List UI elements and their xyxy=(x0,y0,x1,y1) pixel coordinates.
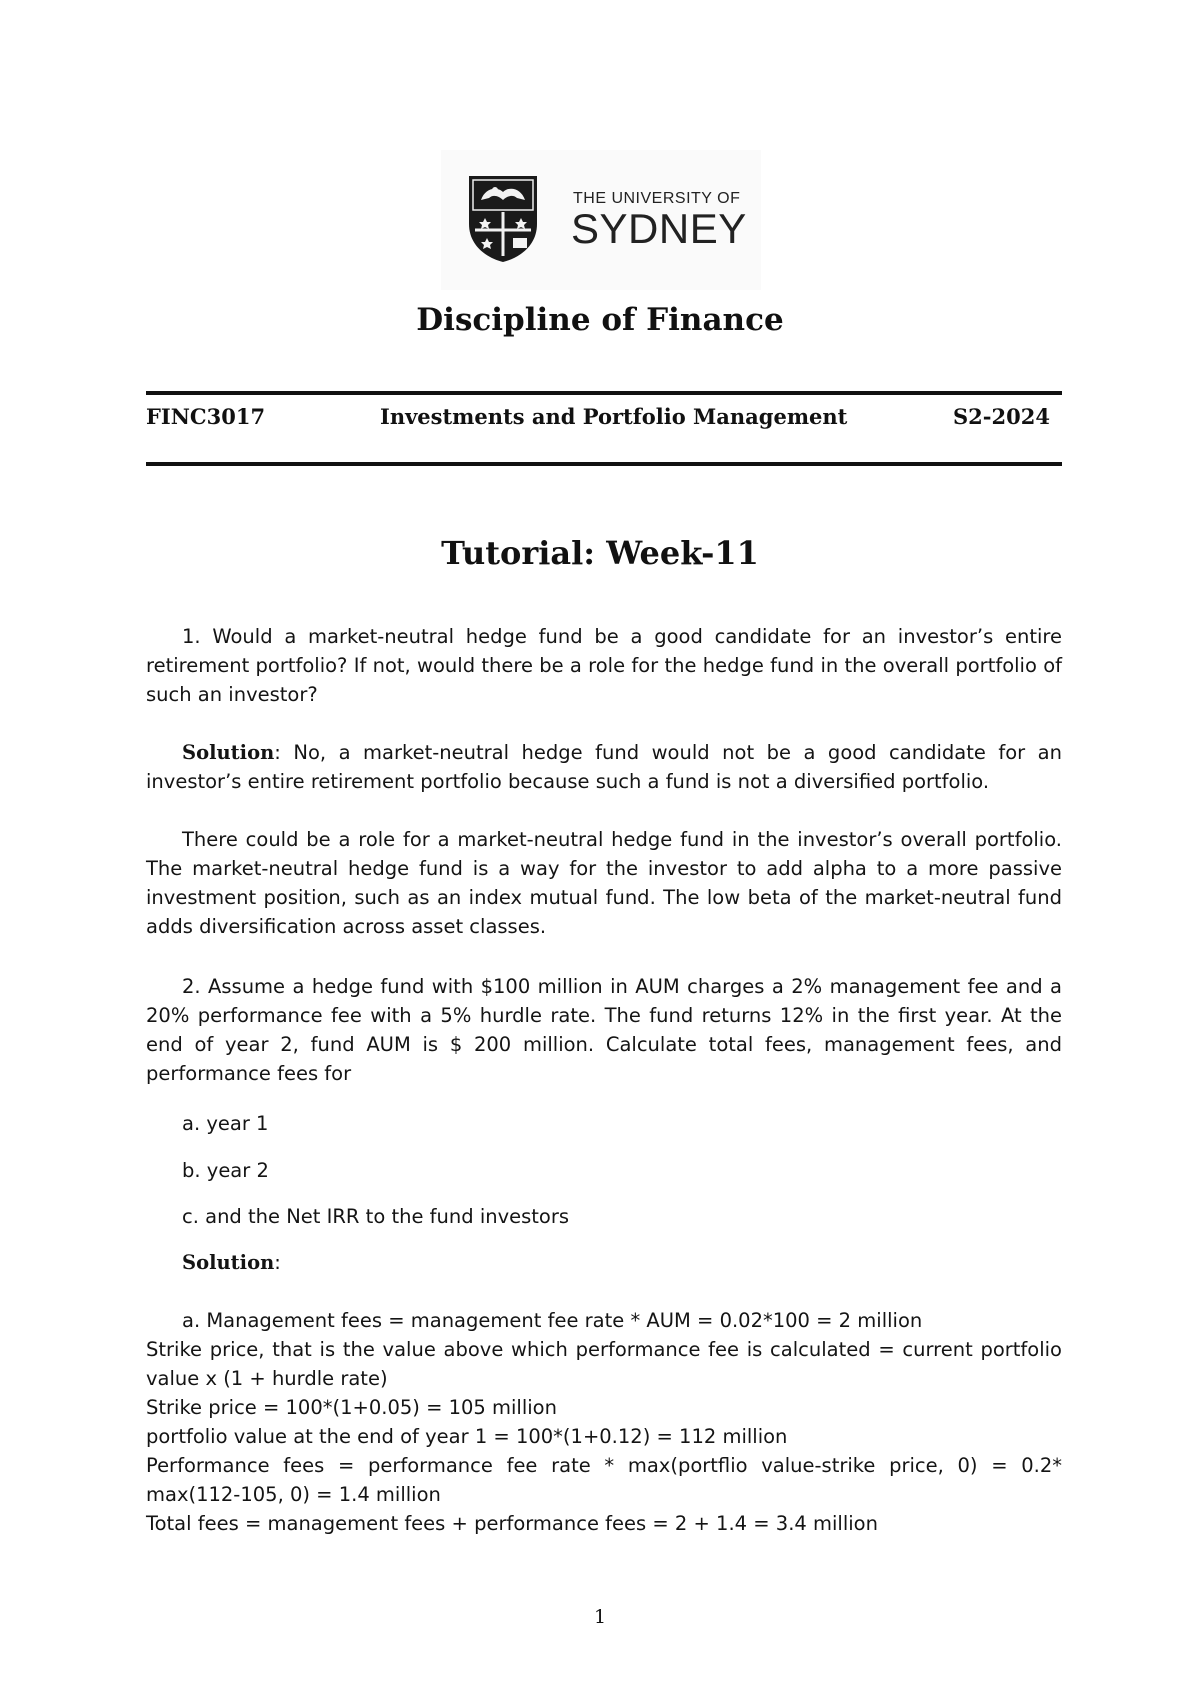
question-2-item-c xyxy=(146,1202,1062,1231)
list-item: b. year 2 xyxy=(182,1159,269,1182)
tutorial-title: Tutorial: Week-11 xyxy=(441,534,759,572)
question-1-paragraph-2: There could be a role for a market-neutral hedge fund in the investor’s overall portfolio. The market-neutral hedge fund is a way for the investor to add alpha to a more passive investment position, such as an index mutual fund. The low beta of the market-neutral fund adds diversification across asset classes. xyxy=(146,828,1062,938)
question-2-solution-heading xyxy=(146,1248,1062,1277)
list-item: c. and the Net IRR to the fund investors xyxy=(182,1205,570,1228)
logo-text-large: SYDNEY xyxy=(571,205,747,252)
university-crest-icon xyxy=(467,174,539,264)
question-1-solution xyxy=(146,738,1062,796)
solution-line: portfolio value at the end of year 1 = 100*(1+0.12) = 112 million xyxy=(146,1425,788,1448)
course-name: Investments and Portfolio Management xyxy=(380,404,848,429)
solution-line: Total fees = management fees + performance fees = 2 + 1.4 = 3.4 million xyxy=(146,1512,878,1535)
page-number: 1 xyxy=(593,1606,607,1628)
solution-a-block xyxy=(146,1306,1062,1538)
question-2: 2. Assume a hedge fund with $100 million in AUM charges a 2% management fee and a 20% performance fee with a 5% hurdle rate. The fund returns 12% in the first year. At the end of year 2, fund AUM is $ 200 million. Calculate total fees, management fees, and performance fees for xyxy=(146,975,1062,1085)
question-2-item-b xyxy=(146,1156,1062,1185)
course-term: S2-2024 xyxy=(953,404,1050,429)
list-item: a. year 1 xyxy=(182,1112,269,1135)
university-logo xyxy=(441,150,761,290)
solution-label: Solution xyxy=(182,741,275,764)
logo-text-small: THE UNIVERSITY OF xyxy=(573,190,741,207)
question-1: 1. Would a market-neutral hedge fund be a good candidate for an investor’s entire retirement portfolio? If not, would there be a role for the hedge fund in the overall portfolio of such an investor? xyxy=(146,625,1062,706)
solution-colon: : xyxy=(274,1251,281,1274)
bottom-rule xyxy=(146,462,1062,466)
solution-line: Strike price = 100*(1+0.05) = 105 million xyxy=(146,1396,557,1419)
top-rule xyxy=(146,391,1062,395)
solution-label: Solution xyxy=(182,1251,275,1274)
solution-text: : No, a market-neutral hedge fund would not be a good candidate for an investor’s entire retirement portfolio because such a fund is not a diversified portfolio. xyxy=(146,741,1062,793)
solution-line: Strike price, that is the value above which performance fee is calculated = current portfolio value x (1 + hurdle rate) xyxy=(146,1338,1062,1390)
discipline-heading: Discipline of Finance xyxy=(416,302,784,338)
solution-line: Performance fees = performance fee rate * max(portflio value-strike price, 0) = 0.2* max(112-105, 0) = 1.4 million xyxy=(146,1454,1062,1506)
solution-line: a. Management fees = management fee rate * AUM = 0.02*100 = 2 million xyxy=(182,1309,923,1332)
course-code: FINC3017 xyxy=(146,404,266,429)
question-2-item-a xyxy=(146,1109,1062,1138)
